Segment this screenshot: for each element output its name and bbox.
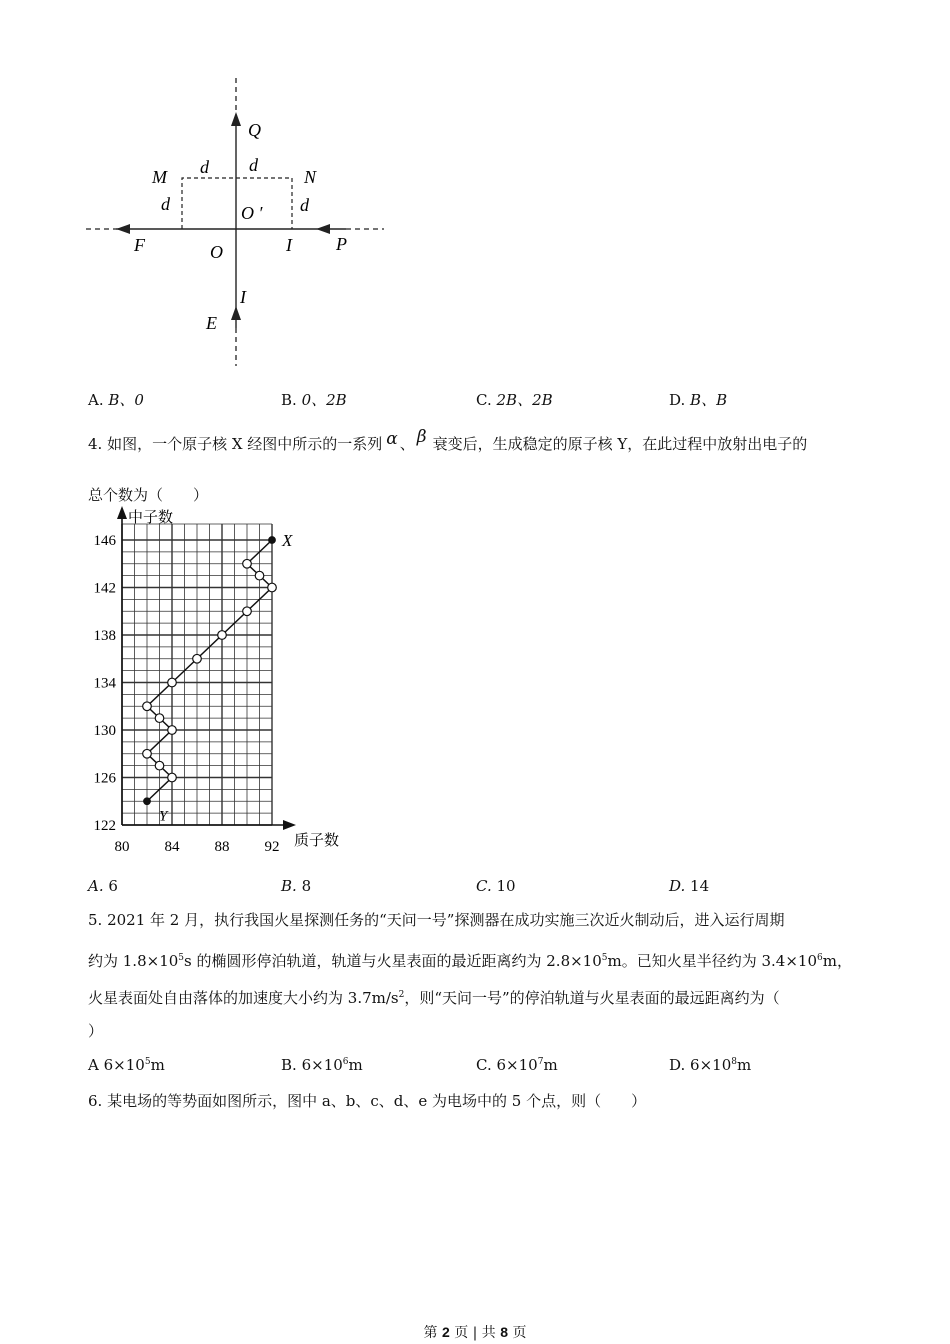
decay-point [168,773,177,782]
label-I-vertical: I [240,287,246,307]
q3-option-c[interactable]: C. 2B、2B [476,391,553,409]
q5-stem-line1: 5. 2021 年 2 月，执行我国火星探测任务的“天问一号”探测器在成功实施三次近火制动后，进入运行周期 [88,911,785,929]
x-tick-label: 92 [264,839,280,855]
total-page-number: 8 [500,1324,509,1340]
y-tick-label: 130 [93,723,116,739]
q5-option-a[interactable]: A $6\times 10^5m$ [88,1056,165,1074]
q6-stem-line1: 6. 某电场的等势面如图所示，图中 a、b、c、d、e 为电场中的 5 个点，则（ ） [88,1092,647,1110]
nucleus-endpoint [144,798,151,805]
decay-point [243,607,252,616]
q5-option-c[interactable]: C. $6\times 10^7m$ [476,1056,558,1074]
y-tick-label: 122 [93,818,116,834]
decay-point [268,583,277,592]
decay-point [193,654,202,663]
decay-point [168,726,177,735]
label-F: F [134,235,145,255]
nucleus-endpoint [269,537,276,544]
decay-point [155,714,164,723]
page-footer: 第 2 页 | 共 8 页 [423,1324,527,1341]
x-tick-label: 80 [114,839,130,855]
y-tick-label: 126 [93,770,116,787]
decay-point [143,749,152,758]
q3-option-d[interactable]: D. B、B [669,391,728,409]
beta-symbol: β [416,427,427,447]
q4-option-b[interactable]: B. 8 [281,877,312,895]
y-axis-label: 中子数 [128,510,174,526]
label-O-prime: O ′ [241,203,263,223]
q5-option-d[interactable]: D. $6\times 10^8m$ [669,1056,752,1074]
label-d-right: d [300,195,309,215]
q5-stem-line4: ） [88,1022,104,1040]
y-tick-label: 134 [93,675,116,692]
current-page-number: 2 [441,1324,450,1340]
x-axis-arrow-icon [283,820,296,830]
point-label-Y: Y [159,808,168,825]
label-I-horizontal: I [286,235,292,255]
q5-stem-line3: 火星表面处自由落体的加速度大小约为 $3.7m/s^2$，则“天问一号”的停泊轨道与火星表面的最远距离约为（ [88,989,780,1007]
y-tick-label: 138 [93,628,116,644]
x-tick-label: 84 [164,839,180,855]
q3-option-b[interactable]: B. 0、2B [281,391,347,409]
label-O: O [210,242,223,262]
q3-option-a[interactable]: A. B、0 [88,391,144,409]
x-axis-label: 质子数 [294,833,340,849]
y-axis-arrow-icon [117,506,127,519]
decay-point [218,631,227,640]
label-Q: Q [248,120,261,140]
label-P: P [336,234,347,254]
point-label-X: X [282,531,293,550]
label-d-left: d [161,194,170,214]
q4-stem-line2: 总个数为（ ） [88,486,209,504]
decay-point [155,761,164,770]
label-d-top-right: d [249,155,258,175]
label-N: N [304,167,317,187]
label-E: E [206,313,217,333]
q4-option-a[interactable]: A. 6 [88,877,118,895]
q5-stem-line2: 约为 $1.8\times 10^5s$ 的椭圆形停泊轨道，轨道与火星表面的最近距离约为 $2.8\times 10^5m$。已知火星半径约为 $3.4\times 10^6m$， [88,952,852,970]
q5-option-b[interactable]: B. $6\times 10^6m$ [281,1056,363,1074]
q4-option-d[interactable]: D. 14 [669,877,710,895]
chart-grid [122,524,272,825]
label-d-top-left: d [200,157,209,177]
alpha-symbol: α [386,429,398,449]
x-tick-label: 88 [214,839,230,855]
decay-point [255,571,264,580]
decay-point [243,559,252,568]
decay-point [168,678,177,687]
q4-stem-line1: 4. 如图，一个原子核 X 经图中所示的一系列 α 、 β 衰变后，生成稳定的原子核 Y，在此过程中放射出电子的 [88,427,808,453]
chart-axes [117,506,296,830]
decay-point [143,702,152,711]
q4-option-c[interactable]: C. 10 [476,877,516,895]
decay-chart [0,0,400,870]
y-tick-label: 146 [93,533,116,549]
y-tick-label: 142 [93,580,116,597]
label-M: M [152,167,167,187]
